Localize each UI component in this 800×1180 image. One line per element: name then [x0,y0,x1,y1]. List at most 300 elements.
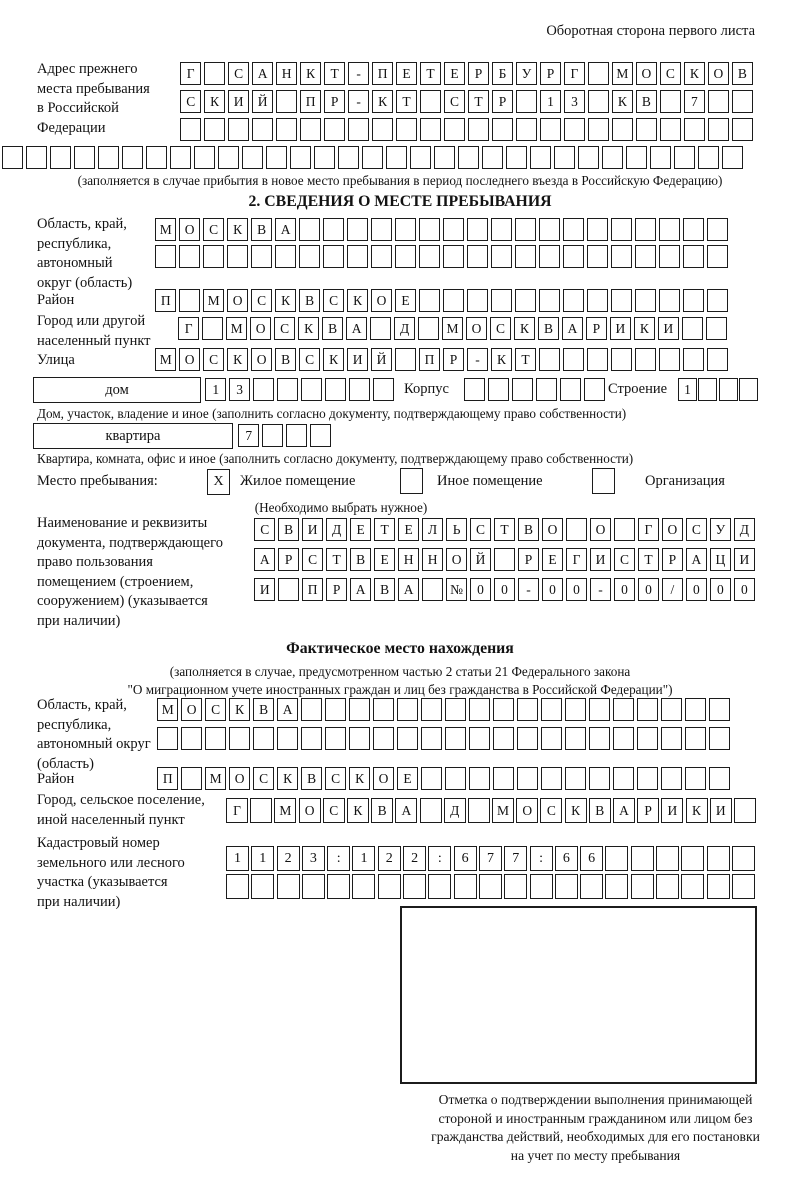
char-cell[interactable]: В [253,698,274,721]
char-cell[interactable] [539,348,560,371]
char-cell[interactable] [434,146,455,169]
char-cell[interactable]: 0 [494,578,515,601]
char-cell[interactable] [506,146,527,169]
char-cell[interactable]: 0 [734,578,755,601]
char-cell[interactable]: Д [394,317,415,340]
char-cell[interactable]: Е [444,62,465,85]
char-cell[interactable] [611,289,632,312]
char-cell[interactable]: О [662,518,683,541]
char-cell[interactable] [707,348,728,371]
char-cell[interactable]: 1 [226,846,249,871]
char-cell[interactable] [635,245,656,268]
char-cell[interactable]: 0 [710,578,731,601]
char-cell[interactable]: А [346,317,367,340]
char-cell[interactable]: С [323,798,345,823]
char-cell[interactable] [512,378,533,401]
char-cell[interactable]: И [710,798,732,823]
char-cell[interactable]: К [634,317,655,340]
char-cell[interactable] [565,727,586,750]
char-cell[interactable] [299,245,320,268]
char-cell[interactable] [314,146,335,169]
char-cell[interactable] [709,767,730,790]
char-cell[interactable]: К [227,218,248,241]
char-cell[interactable] [371,218,392,241]
char-cell[interactable]: С [686,518,707,541]
char-cell[interactable] [98,146,119,169]
char-cell[interactable] [587,218,608,241]
char-cell[interactable] [469,727,490,750]
char-cell[interactable]: 0 [470,578,491,601]
char-cell[interactable]: С [180,90,201,113]
char-cell[interactable] [635,289,656,312]
char-cell[interactable]: Е [397,767,418,790]
char-cell[interactable]: А [254,548,275,571]
char-cell[interactable]: Й [252,90,273,113]
char-cell[interactable] [323,245,344,268]
char-cell[interactable] [203,245,224,268]
char-cell[interactable] [218,146,239,169]
char-cell[interactable] [491,218,512,241]
char-cell[interactable] [611,348,632,371]
char-cell[interactable]: Г [566,548,587,571]
char-cell[interactable] [637,727,658,750]
char-cell[interactable] [681,874,704,899]
char-cell[interactable]: П [302,578,323,601]
char-cell[interactable]: О [229,767,250,790]
char-cell[interactable]: 1 [540,90,561,113]
char-cell[interactable]: - [518,578,539,601]
char-cell[interactable]: 0 [614,578,635,601]
char-cell[interactable]: 6 [454,846,477,871]
char-cell[interactable]: 1 [251,846,274,871]
char-cell[interactable] [278,578,299,601]
char-cell[interactable] [491,245,512,268]
char-cell[interactable]: Б [492,62,513,85]
char-cell[interactable] [631,874,654,899]
char-cell[interactable]: Т [420,62,441,85]
char-cell[interactable] [420,798,442,823]
char-cell[interactable] [386,146,407,169]
char-cell[interactable]: А [395,798,417,823]
char-cell[interactable]: К [565,798,587,823]
char-cell[interactable]: И [347,348,368,371]
char-cell[interactable]: М [226,317,247,340]
char-cell[interactable]: Й [371,348,392,371]
char-cell[interactable]: Н [276,62,297,85]
char-cell[interactable] [493,698,514,721]
char-cell[interactable] [419,289,440,312]
char-cell[interactable]: Е [542,548,563,571]
char-cell[interactable] [565,767,586,790]
char-cell[interactable] [421,767,442,790]
char-cell[interactable] [458,146,479,169]
char-cell[interactable] [26,146,47,169]
char-cell[interactable] [611,245,632,268]
char-cell[interactable] [468,118,489,141]
char-cell[interactable]: Т [494,518,515,541]
char-cell[interactable] [659,245,680,268]
char-cell[interactable] [605,846,628,871]
char-cell[interactable] [403,874,426,899]
char-cell[interactable]: Ц [710,548,731,571]
char-cell[interactable]: 3 [229,378,250,401]
char-cell[interactable]: О [299,798,321,823]
char-cell[interactable] [479,874,502,899]
char-cell[interactable]: И [734,548,755,571]
char-cell[interactable]: М [203,289,224,312]
char-cell[interactable]: - [348,62,369,85]
char-cell[interactable] [468,798,490,823]
char-cell[interactable] [722,146,743,169]
char-cell[interactable] [683,245,704,268]
char-cell[interactable]: Н [398,548,419,571]
char-cell[interactable] [540,118,561,141]
char-cell[interactable]: А [277,698,298,721]
char-cell[interactable] [536,378,557,401]
char-cell[interactable]: К [277,767,298,790]
char-cell[interactable] [613,767,634,790]
char-cell[interactable] [443,218,464,241]
char-cell[interactable] [422,578,443,601]
char-cell[interactable] [587,348,608,371]
char-cell[interactable] [732,846,755,871]
char-cell[interactable] [530,146,551,169]
char-cell[interactable]: - [590,578,611,601]
char-cell[interactable] [373,698,394,721]
char-cell[interactable]: В [374,578,395,601]
char-cell[interactable]: А [562,317,583,340]
char-cell[interactable] [516,118,537,141]
char-cell[interactable]: В [275,348,296,371]
char-cell[interactable] [554,146,575,169]
char-cell[interactable] [325,727,346,750]
char-cell[interactable] [397,698,418,721]
char-cell[interactable]: С [323,289,344,312]
char-cell[interactable]: 0 [686,578,707,601]
char-cell[interactable]: 3 [564,90,585,113]
char-cell[interactable] [228,118,249,141]
char-cell[interactable] [378,874,401,899]
char-cell[interactable] [563,289,584,312]
char-cell[interactable]: 7 [479,846,502,871]
char-cell[interactable] [739,378,758,401]
char-cell[interactable] [494,548,515,571]
char-cell[interactable]: Р [492,90,513,113]
char-cell[interactable]: К [612,90,633,113]
char-cell[interactable] [395,245,416,268]
residential-checkbox[interactable]: X [207,469,230,495]
char-cell[interactable] [637,767,658,790]
char-cell[interactable] [706,317,727,340]
char-cell[interactable]: 1 [352,846,375,871]
char-cell[interactable]: В [322,317,343,340]
char-cell[interactable] [708,90,729,113]
char-cell[interactable] [276,118,297,141]
char-cell[interactable] [631,846,654,871]
char-cell[interactable]: М [492,798,514,823]
char-cell[interactable]: И [302,518,323,541]
char-cell[interactable] [587,245,608,268]
char-cell[interactable] [635,218,656,241]
char-cell[interactable] [146,146,167,169]
char-cell[interactable] [707,218,728,241]
char-cell[interactable] [613,698,634,721]
char-cell[interactable]: Л [422,518,443,541]
char-cell[interactable] [348,118,369,141]
char-cell[interactable]: В [299,289,320,312]
char-cell[interactable] [589,698,610,721]
char-cell[interactable] [530,874,553,899]
char-cell[interactable] [681,846,704,871]
char-cell[interactable] [659,289,680,312]
organization-checkbox[interactable] [592,468,615,494]
char-cell[interactable]: С [253,767,274,790]
char-cell[interactable] [707,846,730,871]
char-cell[interactable] [492,118,513,141]
char-cell[interactable]: Е [350,518,371,541]
char-cell[interactable]: Т [326,548,347,571]
char-cell[interactable] [685,767,706,790]
char-cell[interactable] [396,118,417,141]
char-cell[interactable] [708,118,729,141]
char-cell[interactable] [612,118,633,141]
char-cell[interactable] [327,874,350,899]
char-cell[interactable]: С [203,348,224,371]
char-cell[interactable]: В [589,798,611,823]
char-cell[interactable] [419,245,440,268]
char-cell[interactable]: А [686,548,707,571]
char-cell[interactable] [370,317,391,340]
char-cell[interactable]: К [684,62,705,85]
char-cell[interactable] [454,874,477,899]
char-cell[interactable]: 2 [378,846,401,871]
char-cell[interactable]: С [254,518,275,541]
char-cell[interactable]: О [373,767,394,790]
char-cell[interactable] [445,727,466,750]
char-cell[interactable] [397,727,418,750]
char-cell[interactable]: К [323,348,344,371]
char-cell[interactable]: Р [326,578,347,601]
char-cell[interactable] [300,118,321,141]
char-cell[interactable] [555,874,578,899]
char-cell[interactable]: О [179,218,200,241]
char-cell[interactable] [589,727,610,750]
char-cell[interactable] [204,118,225,141]
char-cell[interactable] [242,146,263,169]
char-cell[interactable] [611,218,632,241]
char-cell[interactable]: О [446,548,467,571]
char-cell[interactable] [179,289,200,312]
char-cell[interactable] [179,245,200,268]
char-cell[interactable] [395,218,416,241]
char-cell[interactable] [444,118,465,141]
char-cell[interactable] [302,874,325,899]
char-cell[interactable]: С [490,317,511,340]
char-cell[interactable] [661,698,682,721]
char-cell[interactable]: П [155,289,176,312]
char-cell[interactable]: Т [374,518,395,541]
char-cell[interactable]: О [636,62,657,85]
char-cell[interactable]: К [275,289,296,312]
char-cell[interactable]: Р [637,798,659,823]
char-cell[interactable] [324,118,345,141]
char-cell[interactable] [661,727,682,750]
char-cell[interactable]: О [708,62,729,85]
char-cell[interactable]: С [444,90,465,113]
char-cell[interactable]: С [203,218,224,241]
char-cell[interactable]: А [252,62,273,85]
char-cell[interactable]: Г [564,62,585,85]
char-cell[interactable] [276,90,297,113]
char-cell[interactable] [2,146,23,169]
char-cell[interactable]: 3 [302,846,325,871]
char-cell[interactable]: 6 [580,846,603,871]
char-cell[interactable] [659,348,680,371]
char-cell[interactable] [467,218,488,241]
char-cell[interactable]: М [442,317,463,340]
char-cell[interactable]: А [613,798,635,823]
char-cell[interactable] [180,118,201,141]
char-cell[interactable]: П [157,767,178,790]
char-cell[interactable]: Д [734,518,755,541]
char-cell[interactable] [266,146,287,169]
char-cell[interactable] [588,62,609,85]
char-cell[interactable]: М [155,218,176,241]
char-cell[interactable] [325,378,346,401]
char-cell[interactable] [588,90,609,113]
char-cell[interactable] [709,727,730,750]
char-cell[interactable]: - [348,90,369,113]
char-cell[interactable]: К [204,90,225,113]
char-cell[interactable] [732,874,755,899]
char-cell[interactable]: У [710,518,731,541]
char-cell[interactable]: И [590,548,611,571]
char-cell[interactable] [443,289,464,312]
char-cell[interactable]: О [227,289,248,312]
char-cell[interactable]: 0 [542,578,563,601]
char-cell[interactable] [482,146,503,169]
char-cell[interactable] [467,289,488,312]
char-cell[interactable]: 7 [504,846,527,871]
char-cell[interactable] [373,727,394,750]
char-cell[interactable] [635,348,656,371]
char-cell[interactable] [251,874,274,899]
char-cell[interactable]: : [327,846,350,871]
char-cell[interactable]: Т [396,90,417,113]
char-cell[interactable] [323,218,344,241]
char-cell[interactable]: О [181,698,202,721]
char-cell[interactable]: Е [374,548,395,571]
char-cell[interactable] [539,218,560,241]
char-cell[interactable] [491,289,512,312]
char-cell[interactable]: О [516,798,538,823]
char-cell[interactable] [661,767,682,790]
char-cell[interactable] [421,727,442,750]
char-cell[interactable] [301,727,322,750]
char-cell[interactable]: С [470,518,491,541]
char-cell[interactable] [656,846,679,871]
char-cell[interactable] [227,245,248,268]
char-cell[interactable]: К [349,767,370,790]
char-cell[interactable]: М [155,348,176,371]
char-cell[interactable] [660,90,681,113]
char-cell[interactable] [275,245,296,268]
char-cell[interactable]: Р [443,348,464,371]
char-cell[interactable]: С [325,767,346,790]
char-cell[interactable] [226,874,249,899]
char-cell[interactable]: Р [324,90,345,113]
char-cell[interactable] [204,62,225,85]
char-cell[interactable] [660,118,681,141]
char-cell[interactable] [252,118,273,141]
char-cell[interactable]: В [636,90,657,113]
char-cell[interactable] [469,767,490,790]
char-cell[interactable] [685,727,706,750]
char-cell[interactable]: П [419,348,440,371]
char-cell[interactable]: С [660,62,681,85]
char-cell[interactable] [517,767,538,790]
char-cell[interactable]: 6 [555,846,578,871]
char-cell[interactable]: В [301,767,322,790]
char-cell[interactable]: В [732,62,753,85]
char-cell[interactable] [626,146,647,169]
char-cell[interactable]: С [205,698,226,721]
char-cell[interactable] [685,698,706,721]
char-cell[interactable]: С [302,548,323,571]
char-cell[interactable] [587,289,608,312]
char-cell[interactable] [469,698,490,721]
char-cell[interactable]: 0 [566,578,587,601]
char-cell[interactable] [682,317,703,340]
char-cell[interactable]: К [372,90,393,113]
char-cell[interactable] [541,698,562,721]
char-cell[interactable]: М [274,798,296,823]
char-cell[interactable]: С [299,348,320,371]
char-cell[interactable]: Е [396,62,417,85]
char-cell[interactable]: В [251,218,272,241]
char-cell[interactable] [410,146,431,169]
char-cell[interactable] [428,874,451,899]
char-cell[interactable] [464,378,485,401]
char-cell[interactable]: И [228,90,249,113]
char-cell[interactable]: А [275,218,296,241]
char-cell[interactable] [253,727,274,750]
char-cell[interactable]: Г [180,62,201,85]
char-cell[interactable] [564,118,585,141]
char-cell[interactable] [122,146,143,169]
char-cell[interactable]: О [250,317,271,340]
char-cell[interactable] [566,518,587,541]
char-cell[interactable] [202,317,223,340]
char-cell[interactable]: Е [398,518,419,541]
char-cell[interactable] [698,146,719,169]
char-cell[interactable] [637,698,658,721]
char-cell[interactable] [419,218,440,241]
char-cell[interactable] [290,146,311,169]
char-cell[interactable]: В [518,518,539,541]
char-cell[interactable]: 7 [238,424,259,447]
char-cell[interactable]: У [516,62,537,85]
char-cell[interactable] [541,727,562,750]
char-cell[interactable] [194,146,215,169]
char-cell[interactable]: В [278,518,299,541]
char-cell[interactable]: 7 [684,90,705,113]
char-cell[interactable]: С [614,548,635,571]
char-cell[interactable]: Т [638,548,659,571]
char-cell[interactable] [541,767,562,790]
char-cell[interactable]: Н [422,548,443,571]
char-cell[interactable]: М [612,62,633,85]
